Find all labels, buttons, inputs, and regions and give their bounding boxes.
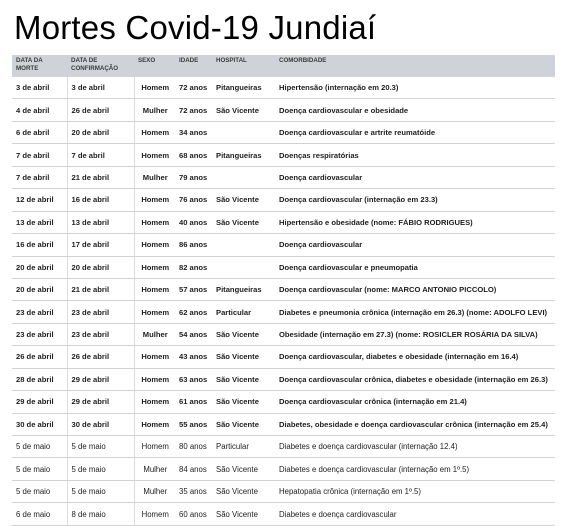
deaths-table	[12, 55, 555, 526]
cell-confirmation-date: 5 de maio	[67, 436, 134, 458]
cell-death-date: 7 de abril	[12, 166, 67, 188]
table-row	[12, 77, 555, 99]
cell-confirmation-date: 21 de abril	[67, 278, 134, 300]
cell-age: 63 anos	[175, 368, 212, 390]
cell-death-date: 12 de abril	[12, 189, 67, 211]
cell-death-date: 5 de maio	[12, 458, 67, 480]
cell-age: 40 anos	[175, 211, 212, 233]
cell-confirmation-date: 7 de abril	[67, 144, 134, 166]
cell-death-date: 4 de abril	[12, 99, 67, 121]
table-row	[12, 166, 555, 188]
header-comorbidade: COMORBIDADE	[275, 55, 555, 77]
cell-age: 60 anos	[175, 503, 212, 525]
cell-hospital	[212, 234, 275, 256]
cell-death-date: 7 de abril	[12, 144, 67, 166]
cell-sex: Homem	[134, 121, 175, 143]
table-row	[12, 346, 555, 368]
cell-age: 62 anos	[175, 301, 212, 323]
cell-sex: Homem	[134, 77, 175, 99]
cell-confirmation-date: 21 de abril	[67, 166, 134, 188]
cell-sex: Homem	[134, 144, 175, 166]
cell-hospital: São Vicente	[212, 368, 275, 390]
cell-hospital: Pitangueiras	[212, 278, 275, 300]
cell-sex: Mulher	[134, 166, 175, 188]
header-data-da-morte: DATA DA MORTE	[12, 55, 67, 77]
cell-age: 72 anos	[175, 99, 212, 121]
cell-comorbidity: Doença cardiovascular (nome: MARCO ANTONIO PICCOLO)	[275, 278, 555, 300]
cell-comorbidity: Diabetes e doença cardiovascular	[275, 503, 555, 525]
cell-confirmation-date: 13 de abril	[67, 211, 134, 233]
cell-comorbidity: Doença cardiovascular	[275, 166, 555, 188]
cell-confirmation-date: 17 de abril	[67, 234, 134, 256]
cell-hospital: São Vicente	[212, 480, 275, 502]
table-row	[12, 436, 555, 458]
cell-sex: Homem	[134, 368, 175, 390]
cell-comorbidity: Hipertensão e obesidade (nome: FÁBIO RODRIGUES)	[275, 211, 555, 233]
cell-hospital: São Vicente	[212, 211, 275, 233]
cell-comorbidity: Diabetes, obesidade e doença cardiovascular crônica (internação em 25.4)	[275, 413, 555, 435]
table-row	[12, 458, 555, 480]
cell-hospital: São Vicente	[212, 323, 275, 345]
cell-age: 35 anos	[175, 480, 212, 502]
cell-age: 84 anos	[175, 458, 212, 480]
cell-confirmation-date: 23 de abril	[67, 323, 134, 345]
cell-confirmation-date: 20 de abril	[67, 256, 134, 278]
table-row	[12, 99, 555, 121]
cell-death-date: 20 de abril	[12, 256, 67, 278]
cell-confirmation-date: 23 de abril	[67, 301, 134, 323]
cell-confirmation-date: 5 de maio	[67, 458, 134, 480]
cell-hospital: São Vicente	[212, 346, 275, 368]
cell-sex: Homem	[134, 301, 175, 323]
cell-confirmation-date: 26 de abril	[67, 99, 134, 121]
cell-comorbidity: Doenças respiratórias	[275, 144, 555, 166]
cell-death-date: 26 de abril	[12, 346, 67, 368]
cell-hospital: São Vicente	[212, 458, 275, 480]
cell-confirmation-date: 29 de abril	[67, 391, 134, 413]
cell-age: 80 anos	[175, 436, 212, 458]
cell-sex: Mulher	[134, 99, 175, 121]
cell-age: 72 anos	[175, 77, 212, 99]
cell-age: 86 anos	[175, 234, 212, 256]
cell-sex: Homem	[134, 234, 175, 256]
table-row	[12, 301, 555, 323]
cell-death-date: 23 de abril	[12, 323, 67, 345]
cell-comorbidity: Hipertensão (internação em 20.3)	[275, 77, 555, 99]
cell-death-date: 3 de abril	[12, 77, 67, 99]
cell-death-date: 23 de abril	[12, 301, 67, 323]
cell-comorbidity: Doença cardiovascular	[275, 234, 555, 256]
cell-age: 54 anos	[175, 323, 212, 345]
cell-death-date: 29 de abril	[12, 391, 67, 413]
header-sexo: SEXO	[134, 55, 175, 77]
cell-comorbidity: Diabetes e doença cardiovascular (internação em 1º.5)	[275, 458, 555, 480]
cell-sex: Homem	[134, 189, 175, 211]
cell-comorbidity: Doença cardiovascular, diabetes e obesidade (internação em 16.4)	[275, 346, 555, 368]
table-row	[12, 391, 555, 413]
cell-death-date: 20 de abril	[12, 278, 67, 300]
table-row	[12, 189, 555, 211]
cell-hospital	[212, 166, 275, 188]
cell-comorbidity: Doença cardiovascular e pneumopatia	[275, 256, 555, 278]
cell-death-date: 13 de abril	[12, 211, 67, 233]
table-row	[12, 256, 555, 278]
cell-confirmation-date: 20 de abril	[67, 121, 134, 143]
cell-confirmation-date: 29 de abril	[67, 368, 134, 390]
cell-sex: Homem	[134, 413, 175, 435]
cell-comorbidity: Diabetes e doença cardiovascular (internação 12.4)	[275, 436, 555, 458]
cell-age: 34 anos	[175, 121, 212, 143]
cell-sex: Mulher	[134, 480, 175, 502]
cell-confirmation-date: 3 de abril	[67, 77, 134, 99]
cell-sex: Homem	[134, 346, 175, 368]
cell-confirmation-date: 26 de abril	[67, 346, 134, 368]
cell-confirmation-date: 5 de maio	[67, 480, 134, 502]
table-header-row	[12, 55, 555, 77]
cell-hospital: São Vicente	[212, 391, 275, 413]
cell-hospital: Pitangueiras	[212, 144, 275, 166]
header-hospital: HOSPITAL	[212, 55, 275, 77]
cell-comorbidity: Obesidade (internação em 27.3) (nome: ROSICLER ROSÁRIA DA SILVA)	[275, 323, 555, 345]
page-title: Mortes Covid-19 Jundiaí	[14, 9, 377, 46]
cell-death-date: 6 de maio	[12, 503, 67, 525]
cell-age: 79 anos	[175, 166, 212, 188]
cell-hospital	[212, 256, 275, 278]
cell-age: 68 anos	[175, 144, 212, 166]
cell-death-date: 5 de maio	[12, 480, 67, 502]
header-idade: IDADE	[175, 55, 212, 77]
cell-age: 55 anos	[175, 413, 212, 435]
table-row	[12, 480, 555, 502]
cell-sex: Homem	[134, 278, 175, 300]
cell-hospital: Particular	[212, 436, 275, 458]
header-data-de-confirmacao: DATA DE CONFIRMAÇÃO	[67, 55, 134, 77]
table-row	[12, 323, 555, 345]
cell-age: 82 anos	[175, 256, 212, 278]
cell-hospital: São Vicente	[212, 413, 275, 435]
table-row	[12, 234, 555, 256]
cell-comorbidity: Diabetes e pneumonia crônica (internação em 26.3) (nome: ADOLFO LEVI)	[275, 301, 555, 323]
table-row	[12, 413, 555, 435]
table-body	[12, 77, 555, 525]
cell-hospital: São Vicente	[212, 503, 275, 525]
cell-sex: Homem	[134, 391, 175, 413]
cell-death-date: 28 de abril	[12, 368, 67, 390]
table-row	[12, 278, 555, 300]
cell-age: 61 anos	[175, 391, 212, 413]
cell-sex: Homem	[134, 211, 175, 233]
cell-age: 76 anos	[175, 189, 212, 211]
table-row	[12, 121, 555, 143]
cell-death-date: 5 de maio	[12, 436, 67, 458]
table-row	[12, 368, 555, 390]
cell-comorbidity: Doença cardiovascular (internação em 23.3)	[275, 189, 555, 211]
cell-confirmation-date: 30 de abril	[67, 413, 134, 435]
cell-age: 43 anos	[175, 346, 212, 368]
cell-sex: Mulher	[134, 323, 175, 345]
cell-hospital: São Vicente	[212, 99, 275, 121]
cell-confirmation-date: 16 de abril	[67, 189, 134, 211]
cell-age: 57 anos	[175, 278, 212, 300]
cell-comorbidity: Doença cardiovascular e obesidade	[275, 99, 555, 121]
cell-sex: Mulher	[134, 458, 175, 480]
cell-death-date: 16 de abril	[12, 234, 67, 256]
cell-comorbidity: Doença cardiovascular crônica, diabetes e obesidade (internação em 26.3)	[275, 368, 555, 390]
cell-comorbidity: Doença cardiovascular e artrite reumatóide	[275, 121, 555, 143]
cell-hospital: São Vicente	[212, 189, 275, 211]
cell-comorbidity: Doença cardiovascular crônica (internação em 21.4)	[275, 391, 555, 413]
cell-comorbidity: Hepatopatia crônica (internação em 1º.5)	[275, 480, 555, 502]
cell-death-date: 30 de abril	[12, 413, 67, 435]
cell-hospital: Particular	[212, 301, 275, 323]
cell-death-date: 6 de abril	[12, 121, 67, 143]
table-row	[12, 503, 555, 525]
cell-hospital	[212, 121, 275, 143]
cell-sex: Homem	[134, 256, 175, 278]
cell-sex: Homem	[134, 503, 175, 525]
table-row	[12, 144, 555, 166]
cell-sex: Homem	[134, 436, 175, 458]
table-row	[12, 211, 555, 233]
cell-confirmation-date: 8 de maio	[67, 503, 134, 525]
cell-hospital: Pitangueiras	[212, 77, 275, 99]
